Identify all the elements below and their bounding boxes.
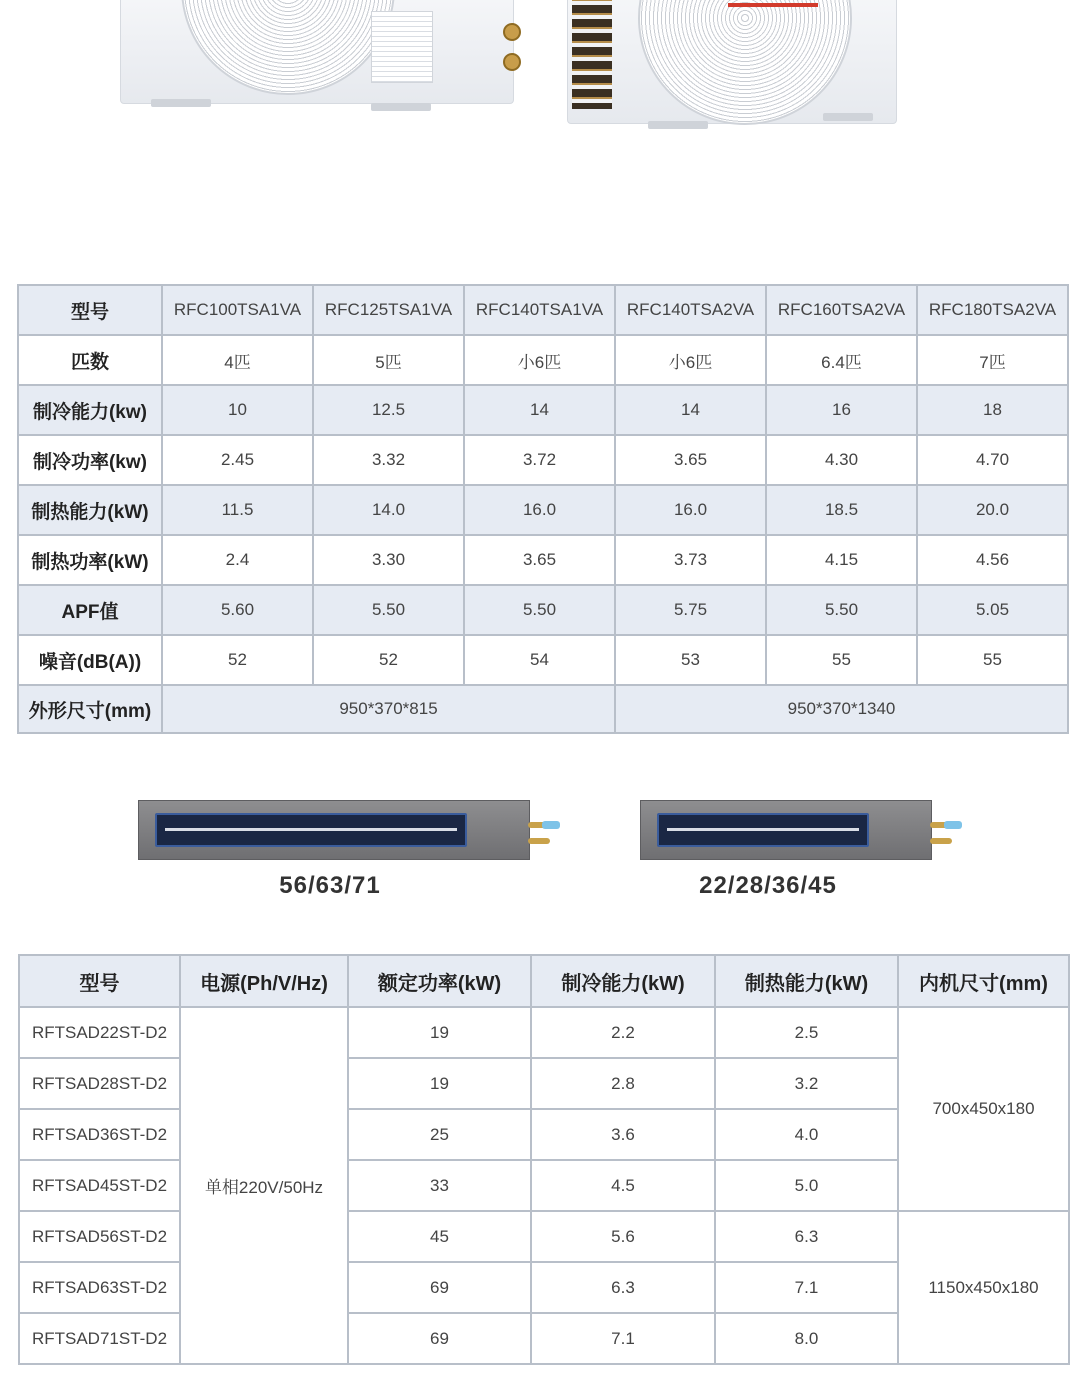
table-cell: 3.65 bbox=[464, 535, 615, 585]
table-cell: 11.5 bbox=[162, 485, 313, 535]
pipe-cap-icon bbox=[542, 821, 560, 829]
table-cell: 4.70 bbox=[917, 435, 1068, 485]
table-row bbox=[18, 485, 1068, 535]
pipe-connector-icon bbox=[528, 838, 550, 844]
table-cell: 10 bbox=[162, 385, 313, 435]
table-cell: 3.30 bbox=[313, 535, 464, 585]
model-cell: RFC125TSA1VA bbox=[313, 285, 464, 335]
model-cell: RFTSAD28ST-D2 bbox=[19, 1058, 180, 1109]
table-cell: 6.3 bbox=[531, 1262, 715, 1313]
header-label: 型号 bbox=[18, 285, 162, 335]
row-label: 噪音(dB(A)) bbox=[18, 635, 162, 685]
table-header-row bbox=[19, 955, 1069, 1007]
row-label: 外形尺寸(mm) bbox=[18, 685, 162, 733]
power-supply-cell: 单相220V/50Hz bbox=[180, 1007, 348, 1364]
header-cell: 额定功率(kW) bbox=[348, 955, 531, 1007]
table-cell: 3.32 bbox=[313, 435, 464, 485]
table-cell: 6.3 bbox=[715, 1211, 898, 1262]
brand-stripe bbox=[728, 3, 818, 7]
table-cell: 19 bbox=[348, 1007, 531, 1058]
table-cell: 25 bbox=[348, 1109, 531, 1160]
table-cell: 16 bbox=[766, 385, 917, 435]
model-cell: RFTSAD71ST-D2 bbox=[19, 1313, 180, 1364]
table-cell: 20.0 bbox=[917, 485, 1068, 535]
table-cell: 4.15 bbox=[766, 535, 917, 585]
model-cell: RFC160TSA2VA bbox=[766, 285, 917, 335]
fan-grille bbox=[181, 0, 395, 95]
header-cell: 制冷能力(kW) bbox=[531, 955, 715, 1007]
table-cell: 19 bbox=[348, 1058, 531, 1109]
table-cell: 16.0 bbox=[464, 485, 615, 535]
unit-foot bbox=[151, 99, 211, 107]
table-cell: 55 bbox=[917, 635, 1068, 685]
table-cell: 5.0 bbox=[715, 1160, 898, 1211]
row-label: 制冷功率(kw) bbox=[18, 435, 162, 485]
unit-foot bbox=[648, 121, 708, 129]
table-cell: 8.0 bbox=[715, 1313, 898, 1364]
pipe-connector-icon bbox=[930, 838, 952, 844]
header-cell: 内机尺寸(mm) bbox=[898, 955, 1069, 1007]
outdoor-spec-table bbox=[17, 284, 1069, 734]
table-row bbox=[18, 335, 1068, 385]
model-cell: RFC140TSA1VA bbox=[464, 285, 615, 335]
table-cell: 2.45 bbox=[162, 435, 313, 485]
model-cell: RFC100TSA1VA bbox=[162, 285, 313, 335]
table-cell: 52 bbox=[162, 635, 313, 685]
fan-grille bbox=[638, 0, 852, 125]
header-cell: 制热能力(kW) bbox=[715, 955, 898, 1007]
air-outlet bbox=[657, 813, 869, 847]
valve-icon bbox=[503, 53, 521, 71]
air-outlet bbox=[155, 813, 467, 847]
table-cell: 7匹 bbox=[917, 335, 1068, 385]
dimension-cell: 950*370*815 bbox=[162, 685, 615, 733]
duct-unit-label-large: 56/63/71 bbox=[279, 872, 381, 899]
table-cell: 4.0 bbox=[715, 1109, 898, 1160]
table-cell: 4匹 bbox=[162, 335, 313, 385]
table-cell: 3.65 bbox=[615, 435, 766, 485]
row-label: 匹数 bbox=[18, 335, 162, 385]
table-cell: 12.5 bbox=[313, 385, 464, 435]
unit-foot bbox=[823, 113, 873, 121]
size-cell: 700x450x180 bbox=[898, 1007, 1069, 1211]
table-cell: 54 bbox=[464, 635, 615, 685]
table-row bbox=[19, 1007, 1069, 1058]
table-header-row bbox=[18, 285, 1068, 335]
table-cell: 6.4匹 bbox=[766, 335, 917, 385]
table-cell: 14 bbox=[615, 385, 766, 435]
table-cell: 2.4 bbox=[162, 535, 313, 585]
table-row bbox=[18, 385, 1068, 435]
model-cell: RFTSAD45ST-D2 bbox=[19, 1160, 180, 1211]
duct-unit-image-small bbox=[640, 800, 932, 860]
table-row bbox=[18, 435, 1068, 485]
table-cell: 5.50 bbox=[766, 585, 917, 635]
pipe-cap-icon bbox=[944, 821, 962, 829]
side-vents bbox=[572, 0, 612, 109]
model-cell: RFC140TSA2VA bbox=[615, 285, 766, 335]
table-cell: 5.05 bbox=[917, 585, 1068, 635]
table-row bbox=[18, 535, 1068, 585]
table-cell: 53 bbox=[615, 635, 766, 685]
table-cell: 69 bbox=[348, 1313, 531, 1364]
table-cell: 3.73 bbox=[615, 535, 766, 585]
table-cell: 5.60 bbox=[162, 585, 313, 635]
indoor-spec-table bbox=[18, 954, 1070, 1365]
row-label: 制热功率(kW) bbox=[18, 535, 162, 585]
table-cell: 33 bbox=[348, 1160, 531, 1211]
table-cell: 4.56 bbox=[917, 535, 1068, 585]
model-cell: RFC180TSA2VA bbox=[917, 285, 1068, 335]
table-row bbox=[19, 1211, 1069, 1262]
table-cell: 3.2 bbox=[715, 1058, 898, 1109]
table-cell: 55 bbox=[766, 635, 917, 685]
table-cell: 小6匹 bbox=[615, 335, 766, 385]
table-cell: 52 bbox=[313, 635, 464, 685]
table-cell: 69 bbox=[348, 1262, 531, 1313]
row-label: APF值 bbox=[18, 585, 162, 635]
table-row bbox=[18, 585, 1068, 635]
table-cell: 小6匹 bbox=[464, 335, 615, 385]
model-cell: RFTSAD22ST-D2 bbox=[19, 1007, 180, 1058]
table-cell: 4.5 bbox=[531, 1160, 715, 1211]
table-cell: 18 bbox=[917, 385, 1068, 435]
table-cell: 5匹 bbox=[313, 335, 464, 385]
unit-foot bbox=[371, 103, 431, 111]
header-cell: 型号 bbox=[19, 955, 180, 1007]
table-cell: 14 bbox=[464, 385, 615, 435]
table-cell: 3.6 bbox=[531, 1109, 715, 1160]
size-cell: 1150x450x180 bbox=[898, 1211, 1069, 1364]
row-label: 制热能力(kW) bbox=[18, 485, 162, 535]
model-cell: RFTSAD56ST-D2 bbox=[19, 1211, 180, 1262]
table-cell: 2.5 bbox=[715, 1007, 898, 1058]
valve-icon bbox=[503, 23, 521, 41]
table-cell: 2.2 bbox=[531, 1007, 715, 1058]
table-cell: 45 bbox=[348, 1211, 531, 1262]
model-cell: RFTSAD36ST-D2 bbox=[19, 1109, 180, 1160]
table-cell: 5.75 bbox=[615, 585, 766, 635]
row-label: 制冷能力(kw) bbox=[18, 385, 162, 435]
table-cell: 7.1 bbox=[531, 1313, 715, 1364]
duct-unit-image-large bbox=[138, 800, 530, 860]
outdoor-unit-image-right bbox=[567, 0, 897, 124]
table-cell: 18.5 bbox=[766, 485, 917, 535]
table-cell: 14.0 bbox=[313, 485, 464, 535]
side-grille bbox=[371, 11, 433, 83]
model-cell: RFTSAD63ST-D2 bbox=[19, 1262, 180, 1313]
table-cell: 3.72 bbox=[464, 435, 615, 485]
table-cell: 2.8 bbox=[531, 1058, 715, 1109]
outdoor-unit-image-left bbox=[120, 0, 514, 104]
table-cell: 4.30 bbox=[766, 435, 917, 485]
duct-unit-label-small: 22/28/36/45 bbox=[699, 872, 837, 899]
table-row bbox=[18, 685, 1068, 733]
dimension-cell: 950*370*1340 bbox=[615, 685, 1068, 733]
table-cell: 7.1 bbox=[715, 1262, 898, 1313]
table-cell: 5.50 bbox=[464, 585, 615, 635]
table-cell: 16.0 bbox=[615, 485, 766, 535]
table-cell: 5.50 bbox=[313, 585, 464, 635]
table-cell: 5.6 bbox=[531, 1211, 715, 1262]
table-row bbox=[18, 635, 1068, 685]
header-cell: 电源(Ph/V/Hz) bbox=[180, 955, 348, 1007]
